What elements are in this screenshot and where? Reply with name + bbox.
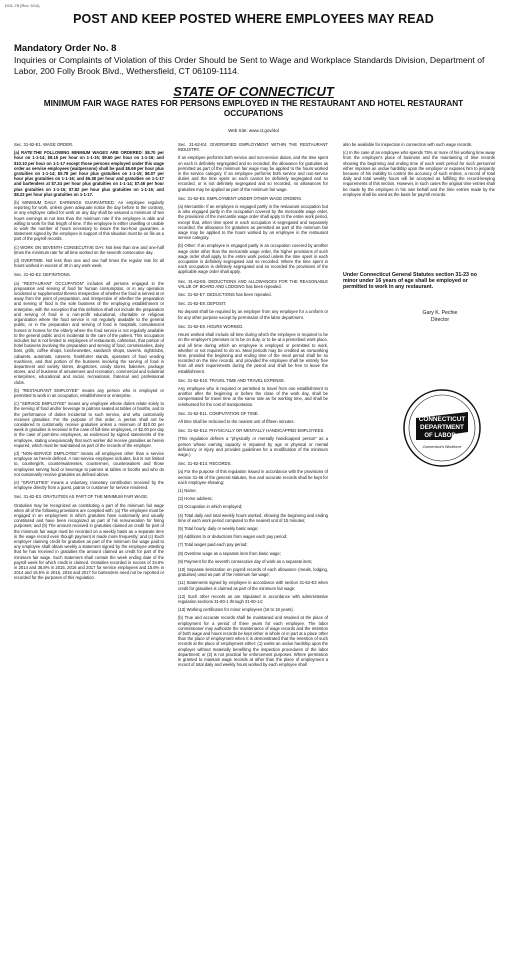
sec1-d: (d) OVERTIME. Not less than one and one half times the regular rate for all hours worked in excess of 40 in any work week. bbox=[14, 258, 164, 269]
sec5-a: (a) Mercantile: If an employee is engaged partly in the restaurant occupation but is also engaged partly in the occupation covered by the mercantile wage order, the provisions of the mercantile wage order shall apply to the entire work period, except that, when time spent in each occupation is segregated and separately recorded, the allowance for gratuities as permitted as part of the minimum fair wage may be applied to the hours worked by an employee in the restaurant service category. bbox=[178, 204, 328, 241]
order-subtitle: MINIMUM FAIR WAGE RATES FOR PERSONS EMPLOYED IN THE RESTAURANT AND HOTEL RESTAURANT OCCUPATIONS bbox=[43, 99, 464, 118]
records-list bbox=[178, 488, 328, 612]
sec2-e: (e) "GRATUITIES" means a voluntary, monetary contribution received by the employee directly from a guest, patron or customer for service rendered. bbox=[14, 479, 164, 491]
logo-line-3: OF LABOR bbox=[424, 433, 456, 439]
list-item: (12) Such other records as are stipulated in accordance with administrative regulation sections 31-60-1 through 31-60-14; bbox=[178, 593, 328, 605]
list-item: (1) Name; bbox=[178, 487, 197, 493]
sec5-heading: Sec. 31-62-E5. EMPLOYMENT UNDER OTHER WAGE ORDERS. bbox=[178, 195, 303, 201]
sec10-heading: Sec. 31-62-E10. TRAVEL TIME AND TRAVEL EXPENSE. bbox=[178, 377, 286, 383]
sec8-body: No deposit shall be required by an employer from any employee for a uniform or for any other purpose except by permission of the labor department. bbox=[178, 309, 328, 320]
sec9-heading: Sec. 31-62-E9. HOURS WORKED. bbox=[178, 323, 244, 329]
list-item: (5) Total hourly, daily or weekly basic wage; bbox=[178, 525, 259, 531]
sec13-heading: Sec. 31-62-E14. RECORDS. bbox=[178, 461, 232, 467]
logo-line-2: DEPARTMENT bbox=[420, 424, 464, 431]
sec7-heading: Sec. 31-62-E7. DEDUCTIONS has been repealed. bbox=[178, 292, 272, 298]
list-item: (6) Additions to or deductions from wages each pay period; bbox=[178, 534, 288, 540]
sec2-b: (b) "RESTAURANT EMPLOYEE" means any person who is employed or permitted to work in an occupation, establishment or enterprise. bbox=[14, 387, 164, 398]
signer-name: Gary K. Pechie bbox=[422, 310, 458, 316]
column-1 bbox=[14, 142, 164, 584]
ct-dol-logo bbox=[402, 388, 482, 468]
logo-line-1: CONNECTICUT bbox=[418, 416, 466, 423]
sec13-b: (b) True and accurate records shall be maintained and retained at the place of employment for a period of three years for each employee. The labor commissioner may authorize the maintenance of wage records and the retention of both wage and hours records be kept either in whole or in part at a place other than the place of employment when it is demonstrated that the retention of such records at the place of employment either: (1) works an undue hardship upon the employer without materially benefiting the inspection procedures of the labor department; or (2) is not practical for enforcement purposes. Where permission is granted to maintain wage records at other than the place of employment a record of total daily and weekly hours worked by each employee shall bbox=[178, 615, 328, 668]
sec1-heading: Sec. 31-62-E1. WAGE ORDER. bbox=[14, 142, 74, 147]
mandatory-order-heading: Mandatory Order No. 8 bbox=[14, 43, 117, 54]
sec4-body: If an employee performs both service and non-service duties, and the time spent on each is definitely segregated and so recorded, the allowance for gratuities as permitted as part of the minimum fair wage may be applied to the hours worked in the service category. If an employee performs both service and non-service duties and the time spent on each cannot be definitely segregated and so recorded, or is not definitely segregated and so recorded, no allowances for gratuities may be applied as part of the minimum fair wage. bbox=[178, 155, 328, 192]
website-line: Web Site: www.ct.gov/dol bbox=[228, 128, 279, 133]
page-title: POST AND KEEP POSTED WHERE EMPLOYEES MAY READ bbox=[73, 12, 434, 26]
sec12-body: (This regulation defines a "physically or mentally handicapped person" as a person whose earning capacity is impaired by age or physical or mental deficiency or injury and provides guidelines for a modification of the minimum wage.) bbox=[178, 436, 328, 457]
minor-employment-notice: Under Connecticut General Statutes section 31-23 no minor under 16 years of age shall be employed or permitted to work in any restaurant. bbox=[343, 272, 477, 291]
list-item: (10) Separate itemization on payroll records of each allowance (meals, lodging, gratuities) used as part of the minimum fair wage; bbox=[178, 567, 328, 578]
list-item: (13) Working certificates for minor employees (16 to 18 years). bbox=[178, 607, 294, 613]
signature-block bbox=[405, 310, 475, 324]
list-item: (7) Total wages paid each pay period; bbox=[178, 542, 248, 548]
sec3-heading: Sec. 31-62-E3. GRATUITIES AS PART OF THE MINIMUM FAIR WAGE. bbox=[14, 494, 149, 500]
column-2 bbox=[178, 142, 328, 670]
sec11-body: All time shall be reckoned to the nearest unit of fifteen minutes. bbox=[178, 418, 295, 424]
list-item: (11) Statements signed by employee in accordance with section 31-62-E3 when credit for gratuities is claimed as part of the minimum fair wage; bbox=[178, 580, 328, 591]
records-continued: also be available for inspection in connection with such wage records. bbox=[343, 142, 473, 147]
sec10-body: Any employee who is required or permitted to travel from one establishment to another after the beginning or before the close of the work day, shall be compensated for travel time at the same rate as for working time, and shall be reimbursed for the cost of transportation. bbox=[178, 385, 328, 407]
sec5-b: (b) Other: If an employee is engaged partly in an occupation covered by another wage order other than the mercantile wage order, the higher provisions of such wage order shall apply to the entire work period unless the time spent in each occupation is definitely segregated and so recorded. Where the time spent in each occupation is definitely segregated and so recorded the provisions of the applicable wage order shall apply. bbox=[178, 243, 328, 275]
list-item: (8) Overtime wage as a separate item from basic wage; bbox=[178, 550, 281, 556]
sec1-a-rates: (a) RATE:THE FOLLOWING MINIMUM WAGES ARE ORDERED: $8.70 per hour on 1-1-14; $9.15 per hour on 1-1-15; $9.60 per hour on 1-1-16; and $10.10 per hour on 1-1-17 except those persons employed under this wage order as service employees (waitpersons) shall be paid $5.69 per hour plus gratuities on 1-1-14; $5.78 per hour plus gratuities on 1-1-15; $6.07 per hour plus gratuities on 1-1-16; and $6.38 per hour and gratuities on 1-1-17 and bartenders at $7.34 per hour plus gratuities on 1-1-14; $7.46 per hour plus gratuities on 1-1-15; $7.82 per hour plus gratuities on 1-1-16; and $8.23 per hour plus gratuities on 1-1-17. bbox=[14, 150, 164, 197]
records-c-clause: (c) In the case of an employee who spends 75% or more of his working time away from the employer's place of business and the maintaining of time records showing the beginning and ending time of each work period for such personnel either imposes an undue hardship upon the employer or exposes him to jeopardy because of his inability to control the accuracy of such entries, a record of total daily and total weekly hours will be accepted as fulfilling the record-keeping requirements of this section. However, in such cases the original time entries shall be made by the employee in his own behalf and the time entries made by the employee shall be used as the basis for payroll records. bbox=[343, 150, 495, 197]
sec6-heading: Sec. 31-62-E6. DEDUCTIONS AND ALLOWANCES FOR THE REASONABLE VALUE OF BOARD AND LODGING has been repealed. bbox=[178, 278, 328, 289]
list-item: (9) Payment for the seventh consecutive day of work as a separate item; bbox=[178, 558, 313, 564]
list-item: (2) Home address; bbox=[178, 496, 213, 502]
sec2-a: (a) "RESTAURANT OCCUPATION" includes all persons engaged in the preparation and serving of food for human consumption, or in any operation incidental or supplemental thereto irrespective of whether the food is served at or away from the point of preparation, and irrespective of whether the preparation and serving of food is the sole business of the employing establishment or enterprise, with the exception that this definition shall not include the preparation and serving of food in a non-profit educational, charitable or religious organization where the food service is not regularly available to the general public, or in the preparation and serving of food in hospitals, convalescent homes or homes for the elderly where the food service is not regularly available to the general public and is incidental to the care of the patient. This occupation includes but is not limited to employees of restaurants, cafeterias, that portion of hotel business involving the preparation and serving of food, commissaries, dairy bars, grills, coffee shops, luncheonettes, sandwich shops, taverns, nightclubs, cabarets, automats, caterers, frankfurter stands, operators of food vending machines, and that portion of the business involving the serving of food in department and variety stores, drugstores, candy stores, bakeries, package stores, and of business of amusement and recreation, commercial and industrial enterprises, educational and social, recreational, fraternal and professional clubs. bbox=[14, 280, 164, 385]
column-3 bbox=[343, 142, 495, 200]
sec12-heading: Sec. 31-62-E12. PHYSICALLY OR MENTALLY HANDICAPPED EMPLOYEES. bbox=[178, 428, 325, 434]
state-heading: STATE OF CONNECTICUT bbox=[173, 84, 334, 99]
sec1-b: (b) MINIMUM DAILY EARNINGS GUARANTEED. An employee regularly reporting for work, unless given adequate notice the day before to the contrary, or any employee called for work on any day shall be assured a minimum of two hours earnings at not less than the minimum rate if the employee is able and willing to work for that length of time. If the employee is either unwilling or unable to work the number of hours necessary to insure the two-hour guarantee, a statement signed by the employee in support of this situation must be on file as a part of the payroll records. bbox=[14, 200, 164, 242]
sec3-body: Gratuities may be recognized as constituting a part of the minimum fair wage when all of the following provisions are complied with: (a) The employee must be engaged in an employment in which gratuities have customarily and usually constituted and have been recognized as part of his remuneration for hiring purposes; and (b) The amount received in gratuities claimed as credit for part of the minimum fair wage must be recorded on a weekly basis as a separate item in the wage record even though payment is made more frequently; and (c) Each employer claiming credit for gratuities as part of the minimum fair wage paid to any employee shall obtain weekly a statement signed by the employee attesting that he has received in gratuities the amount claimed as credit for part of the minimum fair wage. Such statement shall contain the week ending date of the payroll week for which credit is claimed. Gratuities recorded in excess of 34.6% in 2014 and 36.8% in 2015, 2016 and 2017 for service employees and 15.6% in 2014 and 18.5% in 2015, 2016 and 2017 for bartenders need not be reported or recorded for the purposes of this regulation. bbox=[14, 502, 164, 581]
sec4-heading: Sec. 31-62-E4. DIVERSIFIED EMPLOYMENT WITHIN THE RESTAURANT INDUSTRY. bbox=[178, 142, 328, 153]
list-item: (3) Occupation in which employed; bbox=[178, 504, 243, 510]
sec1-c: (c) WORK ON SEVENTH CONSECUTIVE DAY. Not less than one and one-half times the minimum rate for all time worked on the seventh consecutive day. bbox=[14, 244, 164, 255]
sec2-heading: Sec. 31-62-E2. DEFINITIONS. bbox=[14, 272, 71, 278]
signer-title: Director bbox=[430, 317, 450, 323]
list-item: (4) Total daily and total weekly hours worked, showing the beginning and ending time of each work period computed to the nearest unit of 15 minutes; bbox=[178, 512, 328, 523]
logo-tagline: Connecticut's Workforce bbox=[422, 445, 462, 449]
inquiries-notice: Inquiries or Complaints of Violation of this Order Should be Sent to Wage and Workplace Standards Division, Department of Labor, 200 Folly Brook Blvd., Wethersfield, CT 06109-1114. bbox=[14, 55, 485, 76]
form-number: DOL-78 (Rev. 5/14) bbox=[5, 3, 40, 8]
sec13-intro: (a) For the purpose of this regulation issued in accordance with the provisions of section 31-68 of the general statutes, true and accurate records shall be kept for each employee showing: bbox=[178, 469, 328, 485]
sec8-heading: Sec. 31-62-E8. DEPOSIT. bbox=[178, 301, 227, 307]
sec9-body: Hours worked shall include all time during which the employee is required to be on the employer's premises or to be on duty, or to be at a prescribed work place, and all time during which an employee is employed or permitted to work, whether or not required to do so. Meal periods may be credited as nonworking time, provided the beginning and ending time of the meal period shall be so recorded on the time records, and provided the employee shall be entirely free from all work requirements during the period and shall be free to leave the establishment. bbox=[178, 332, 328, 374]
sec11-heading: Sec. 31-62-E11. COMPUTATION OF TIME. bbox=[178, 410, 259, 416]
sec2-d: (d) "NON-SERVICE EMPLOYEE" means all employees other than a service employee as herein defined. A non-service employee includes, but is not limited to, countergirls, counterwaitresses, countermen, counterwaiters and those employees serving food or beverage to patrons at tables or booths and who do not customarily receive gratuities as defined above. bbox=[14, 450, 164, 477]
sec2-c: (c) "SERVICE EMPLOYEE" means any employee whose duties relate solely to the serving of food and/or beverage to patrons seated at tables or booths, and to the performance of duties incidental to such service, and who customarily receives gratuities. For the purpose of this order, a person shall not be considered to customarily receive gratuities unless a minimum of $10.00 per week in gratuities is received in the case of full-time employees, or $2.00 per day in the case of part-time employees, as evidenced by signed statements of the employee, stating unequivocally that such worker did receive gratuities as herein required, which must be maintained as part of the records of the employer. bbox=[14, 401, 164, 448]
